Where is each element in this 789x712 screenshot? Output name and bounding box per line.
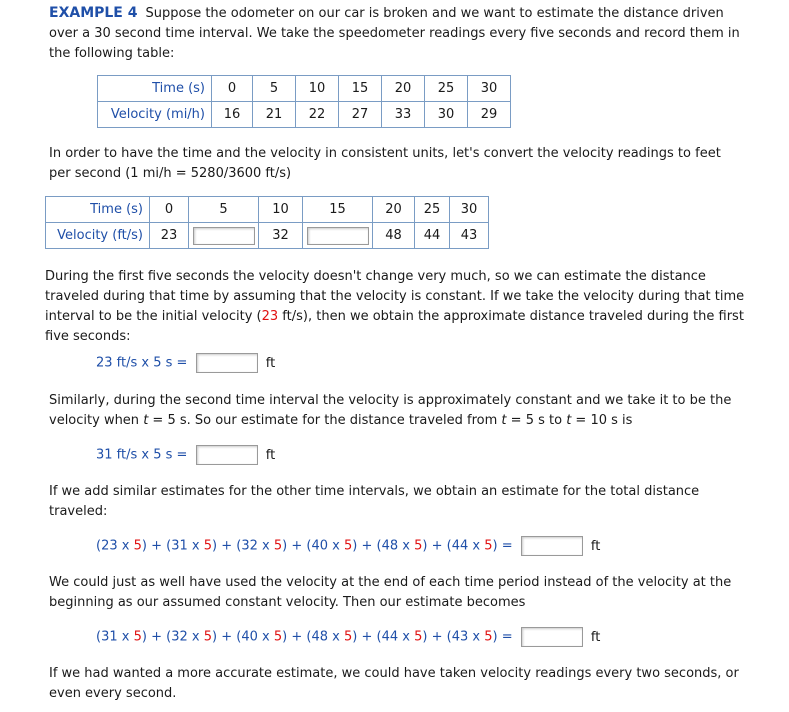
sum-term: (32 x 5) [236,538,288,554]
unit-label: ft [590,538,601,554]
left-sum-input[interactable] [521,536,583,556]
para1-before: During the first five seconds the velocity doesn't change very much, so we can estimate the distance traveled during that time by assuming that the velocity is constant. If we take the velocity during that time interval to be the initial velocity ( [45,269,745,324]
table-cell: 21 [253,102,296,128]
t-variable: t [501,413,507,428]
para2-line2 [49,411,759,431]
table-cell: 15 [339,76,382,102]
unit-label: ft [590,629,601,645]
left-sum-equation [96,536,600,557]
table-cell: 43 [450,223,489,249]
sum-term: (48 x 5) [376,538,428,554]
velocity-header: Velocity (mi/h) [98,102,212,128]
table-cell: 25 [415,197,450,223]
total-estimate-text: If we add similar estimates for the other time intervals, we obtain an estimate for the total distance traveled: [49,484,700,519]
velocity-5s-input[interactable] [193,227,255,245]
table-cell: 33 [382,102,425,128]
second-interval-text [49,391,759,431]
equation-lhs: 31 ft/s x 5 s = [96,447,188,463]
table-cell: 25 [425,76,468,102]
intro-text: Suppose the odometer on our car is broken and we want to estimate the distance driven over a 30 second time interval. We take the speedometer readings every five seconds and record them in the following table: [49,6,740,61]
sum-term: (32 x 5) [166,629,218,645]
sum-term: (44 x 5) [376,629,428,645]
text: velocity when [49,413,144,428]
unit-label: ft [265,447,276,463]
speed-table-mih [97,75,511,128]
convert-text: In order to have the time and the velocity in consistent units, let's convert the velocity readings to feet per second (1 mi/h = 5280/3600 ft/s) [49,146,721,181]
distance-second-input[interactable] [196,445,258,465]
table-cell: 16 [212,102,253,128]
table-cell: 23 [150,223,189,249]
text: = 5 s. So our estimate for the distance traveled from [148,413,502,428]
sum-term: (31 x 5) [96,629,147,645]
sum-term: (40 x 5) [236,629,288,645]
table-cell: 30 [425,102,468,128]
table-row [98,102,511,128]
example-label: EXAMPLE 4 [49,5,138,21]
t-variable: t [143,413,149,428]
velocity-header: Velocity (ft/s) [46,223,150,249]
table-cell: 20 [373,197,415,223]
time-header: Time (s) [46,197,150,223]
time-header: Time (s) [98,76,212,102]
right-sum-input[interactable] [521,627,583,647]
table-row [98,76,511,102]
sum-term: (43 x 5) [446,629,498,645]
table-cell: 22 [296,102,339,128]
right-sum-expression: (31 x 5) + (32 x 5) + (40 x 5) + (48 x 5) + (44 x 5) + (43 x 5) = [96,629,513,645]
para1-after: ft/s), then we obtain the approximate distance traveled during the first five seconds: [45,309,744,344]
table-cell: 48 [373,223,415,249]
unit-label: ft [265,355,276,371]
table-row [46,197,489,223]
text: = 5 s to [506,413,567,428]
table-row [46,223,489,249]
equation-lhs: 23 ft/s x 5 s = [96,355,188,371]
velocity-15s-input[interactable] [307,227,369,245]
initial-velocity: 23 [261,309,279,324]
sum-term: (31 x 5) [166,538,218,554]
sum-term: (23 x 5) [96,538,147,554]
equation-first-interval [96,353,275,374]
table-cell: 30 [450,197,489,223]
table-cell: 44 [415,223,450,249]
first-interval-text [45,267,755,347]
table-cell: 10 [259,197,303,223]
equation-second-interval [96,445,275,466]
table-cell: 10 [296,76,339,102]
distance-first-input[interactable] [196,353,258,373]
table-cell: 20 [382,76,425,102]
table-cell: 15 [303,197,373,223]
table-cell: 0 [212,76,253,102]
right-sum-equation [96,627,600,648]
end-velocity-text: We could just as well have used the velocity at the end of each time period instead of the velocity at the beginning as our assumed constant velocity. Then our estimate becomes [49,575,732,610]
para2-line1: Similarly, during the second time interval the velocity is approximately constant and we take it to be the [49,393,732,408]
accuracy-text: If we had wanted a more accurate estimate, we could have taken velocity readings every two seconds, or even every second. [49,666,739,701]
table-cell: 5 [189,197,259,223]
table-cell: 27 [339,102,382,128]
text: = 10 s is [571,413,633,428]
table-cell [189,223,259,249]
table-cell: 32 [259,223,303,249]
table-cell: 29 [468,102,511,128]
table-cell: 5 [253,76,296,102]
sum-term: (40 x 5) [306,538,358,554]
left-sum-expression: (23 x 5) + (31 x 5) + (32 x 5) + (40 x 5) + (48 x 5) + (44 x 5) = [96,538,513,554]
sum-term: (48 x 5) [306,629,358,645]
sum-term: (44 x 5) [446,538,498,554]
t-variable: t [566,413,572,428]
speed-table-fts [45,196,489,249]
example-intro [49,3,749,64]
table-cell [303,223,373,249]
table-cell: 30 [468,76,511,102]
table-cell: 0 [150,197,189,223]
